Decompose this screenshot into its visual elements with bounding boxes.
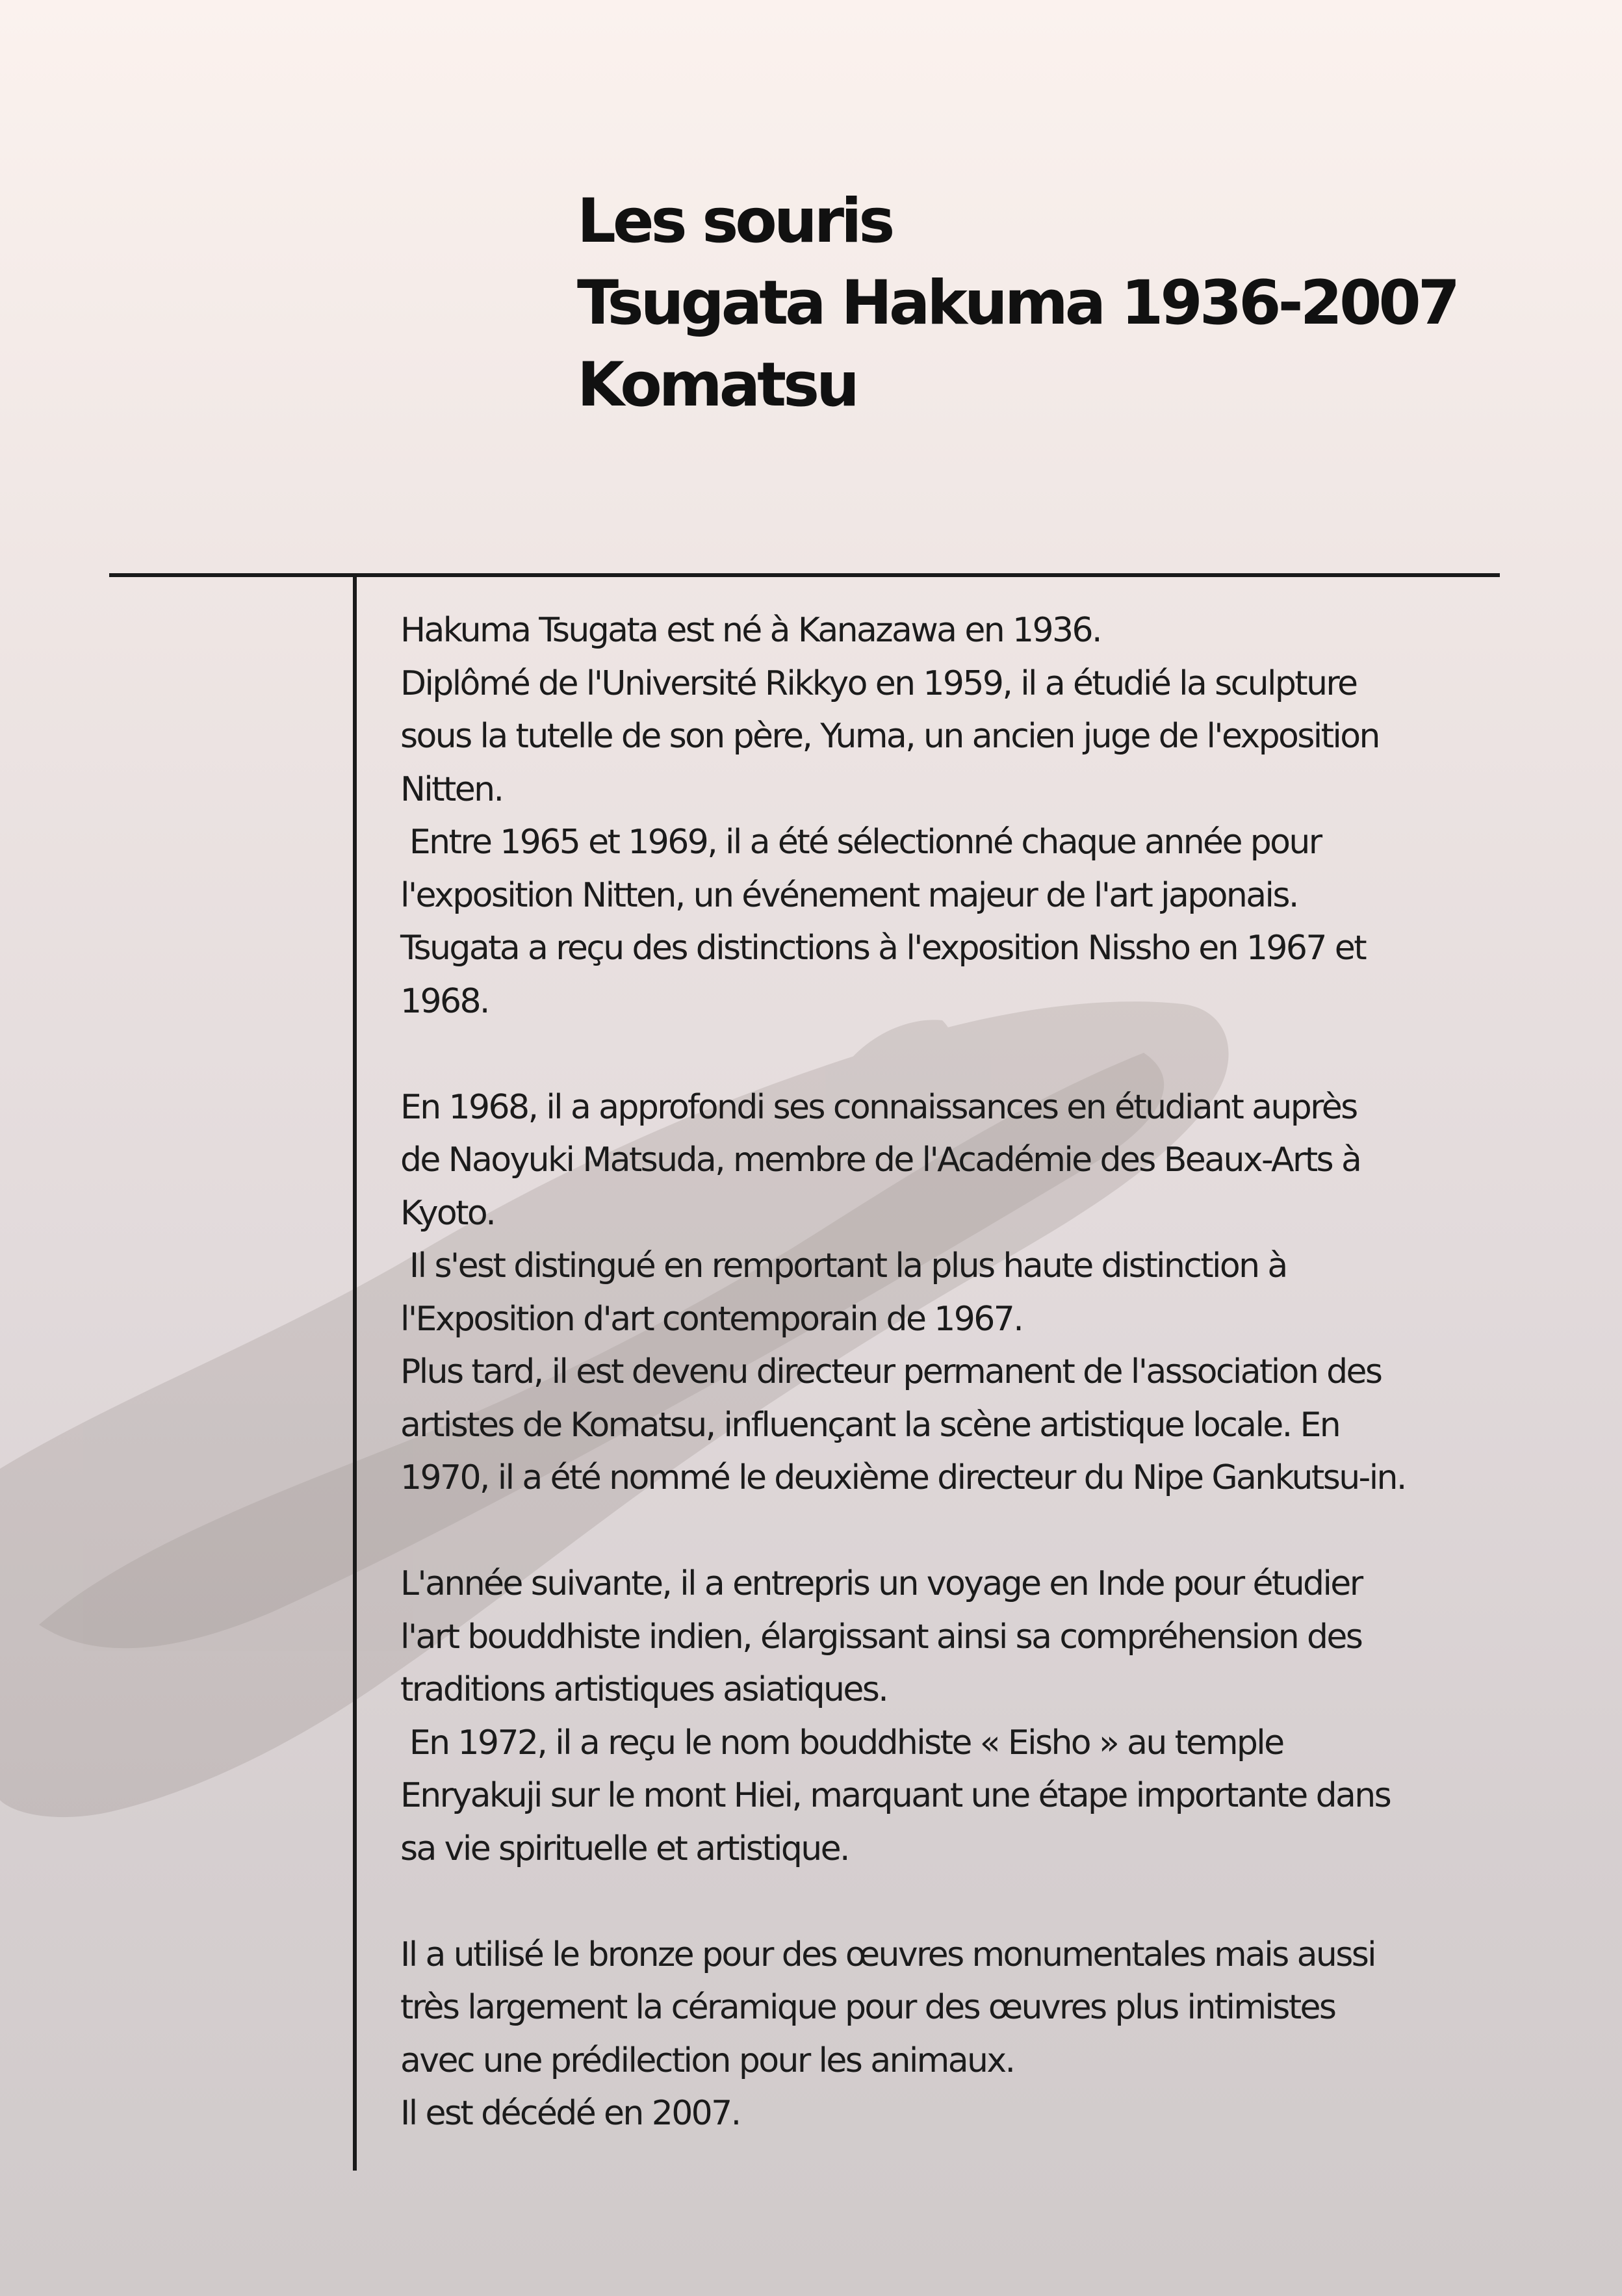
page-title: [577, 181, 1457, 426]
title-line-2: Tsugata Hakuma 1936-2007: [577, 268, 1458, 339]
text-line: très largement la céramique pour des œuvres plus intimistes: [400, 1988, 1335, 2027]
text-line: sous la tutelle de son père, Yuma, un ancien juge de l'exposition: [400, 717, 1379, 756]
paragraph-4: [400, 1929, 1609, 2141]
paragraph-1: [400, 604, 1609, 1028]
paragraph-3: [400, 1558, 1609, 1876]
text-line: Nitten.: [400, 769, 503, 809]
paragraph-spacer: [400, 1876, 1609, 1929]
text-line: Hakuma Tsugata est né à Kanazawa en 1936.: [400, 611, 1101, 650]
text-line: sa vie spirituelle et artistique.: [400, 1829, 849, 1868]
text-line: 1968.: [400, 981, 489, 1021]
text-line: Enryakuji sur le mont Hiei, marquant une étape importante dans: [400, 1776, 1391, 1815]
text-line: 1970, il a été nommé le deuxième directeur du Nipe Gankutsu-in.: [400, 1458, 1406, 1497]
paragraph-spacer: [400, 1505, 1609, 1558]
title-line-3: Komatsu: [577, 350, 856, 420]
text-line: Il a utilisé le bronze pour des œuvres monumentales mais aussi: [400, 1935, 1376, 1974]
text-line: Diplômé de l'Université Rikkyo en 1959, il a étudié la sculpture: [400, 664, 1357, 703]
text-line: artistes de Komatsu, influençant la scène artistique locale. En: [400, 1405, 1340, 1445]
title-line-1: Les souris: [577, 186, 892, 257]
horizontal-divider: [109, 573, 1500, 577]
text-line: Kyoto.: [400, 1193, 495, 1233]
text-line: Tsugata a reçu des distinctions à l'exposition Nissho en 1967 et: [400, 929, 1365, 968]
text-line: l'Exposition d'art contemporain de 1967.: [400, 1299, 1023, 1339]
text-line: avec une prédilection pour les animaux.: [400, 2041, 1014, 2080]
text-line: traditions artistiques asiatiques.: [400, 1670, 888, 1709]
text-line: Il s'est distingué en remportant la plus haute distinction à: [400, 1246, 1287, 1285]
text-line: En 1968, il a approfondi ses connaissances en étudiant auprès: [400, 1087, 1357, 1127]
text-line: Entre 1965 et 1969, il a été sélectionné chaque année pour: [400, 823, 1321, 862]
text-line: En 1972, il a reçu le nom bouddhiste « Eisho » au temple: [400, 1723, 1283, 1762]
text-line: Il est décédé en 2007.: [400, 2094, 740, 2133]
text-line: L'année suivante, il a entrepris un voyage en Inde pour étudier: [400, 1564, 1362, 1603]
paragraph-spacer: [400, 1028, 1609, 1081]
paragraph-2: [400, 1081, 1609, 1505]
text-line: Plus tard, il est devenu directeur permanent de l'association des: [400, 1352, 1382, 1391]
biography-text: [400, 604, 1609, 2141]
vertical-divider: [353, 573, 357, 2171]
text-line: de Naoyuki Matsuda, membre de l'Académie des Beaux-Arts à: [400, 1141, 1361, 1180]
text-line: l'exposition Nitten, un événement majeur de l'art japonais.: [400, 875, 1298, 915]
text-line: l'art bouddhiste indien, élargissant ainsi sa compréhension des: [400, 1617, 1362, 1657]
